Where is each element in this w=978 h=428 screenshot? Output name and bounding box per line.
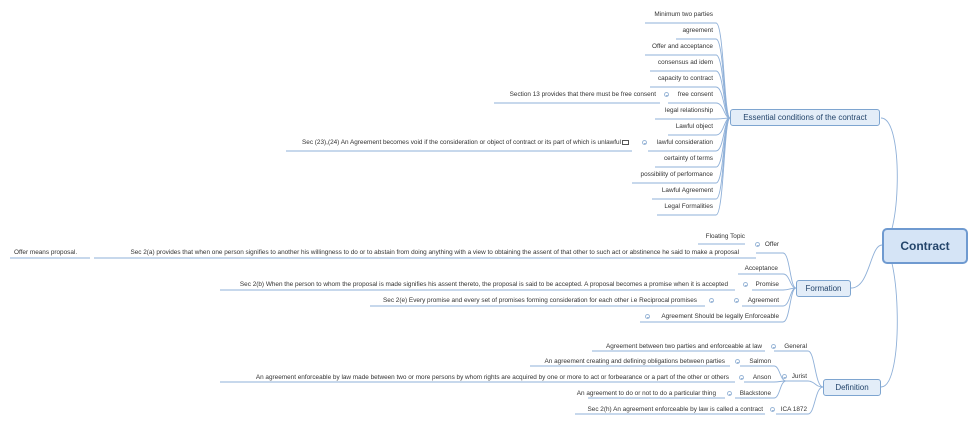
note-icon[interactable] (622, 140, 629, 145)
note-free-consent: Section 13 provides that there must be free consent (509, 91, 656, 98)
collapse-toggle-icon[interactable] (727, 391, 732, 396)
collapse-toggle-icon[interactable] (782, 374, 787, 379)
item-general[interactable]: General (784, 343, 807, 350)
item-legal-relationship[interactable]: legal relationship (665, 107, 713, 114)
collapse-toggle-icon[interactable] (770, 407, 775, 412)
note-general: Agreement between two parties and enforceable at law (606, 343, 762, 350)
essential-conditions-node[interactable]: Essential conditions of the contract (730, 109, 880, 126)
note-salmon: An agreement creating and defining obligations between parties (544, 358, 725, 365)
collapse-toggle-icon[interactable] (755, 242, 760, 247)
item-salmon[interactable]: Salmon (749, 358, 771, 365)
item-lawful-agreement[interactable]: Lawful Agreement (661, 187, 713, 194)
item-offer[interactable]: Offer (764, 241, 779, 248)
item-ica-1872[interactable]: ICA 1872 (780, 406, 807, 413)
formation-node[interactable]: Formation (796, 280, 851, 297)
item-consensus-ad-idem[interactable]: consensus ad idem (657, 59, 713, 66)
item-anson[interactable]: Anson (752, 374, 771, 381)
item-blackstone[interactable]: Blackstone (739, 390, 771, 397)
note-offer-means-proposal: Offer means proposal. (14, 249, 78, 256)
item-certainty-of-terms[interactable]: certainty of terms (663, 155, 713, 162)
note-anson: An agreement enforceable by law made between two or more persons by whom rights are acquired by one or more to act or forbearance or a part of the other or others (255, 374, 729, 381)
central-topic-contract[interactable]: Contract (882, 228, 968, 264)
item-lawful-consideration[interactable]: lawful consideration (656, 139, 713, 146)
collapse-toggle-icon[interactable] (709, 298, 714, 303)
note-blackstone: An agreement to do or not to do a particular thing (576, 390, 716, 397)
item-capacity-to-contract[interactable]: capacity to contract (657, 75, 713, 82)
definition-node[interactable]: Definition (823, 379, 881, 396)
note-lawful-consideration: Sec (23),(24) An Agreement becomes void if the consideration or object of contract or its part of which is unlawful (302, 139, 621, 146)
collapse-toggle-icon[interactable] (734, 298, 739, 303)
item-offer-and-acceptance[interactable]: Offer and acceptance (652, 43, 713, 50)
item-legal-formalities[interactable]: Legal Formalities (664, 203, 713, 210)
item-agreement[interactable]: Agreement (747, 297, 779, 304)
item-possibility-of-performance[interactable]: possibility of performance (640, 171, 713, 178)
collapse-toggle-icon[interactable] (664, 92, 669, 97)
item-legally-enforceable[interactable]: Agreement Should be legally Enforceable (661, 313, 779, 320)
item-jurist[interactable]: Jurist (791, 373, 807, 380)
note-agreement-definition: Sec 2(e) Every promise and every set of promises forming consideration for each other i.e Reciprocal promises (383, 297, 697, 304)
collapse-toggle-icon[interactable] (739, 375, 744, 380)
collapse-toggle-icon[interactable] (642, 140, 647, 145)
item-lawful-object[interactable]: Lawful object (675, 123, 713, 130)
floating-topic[interactable]: Floating Topic (705, 233, 745, 240)
note-ica: Sec 2(h) An agreement enforceable by law is called a contract (587, 406, 763, 413)
note-promise-definition: Sec 2(b) When the person to whom the proposal is made signifies his assent thereto, the proposal is said to be accepted. A proposal becomes a promise when it is accepted (239, 281, 728, 288)
item-minimum-two-parties[interactable]: Minimum two parties (654, 11, 713, 18)
item-acceptance[interactable]: Acceptance (744, 265, 778, 272)
note-offer-definition: Sec 2(a) provides that when one person signifies to another his willingness to do or to abstain from doing anything with a view to obtaining the assent of that other to such act or abstinence he said to make a proposal (130, 249, 739, 256)
item-free-consent[interactable]: free consent (677, 91, 713, 98)
collapse-toggle-icon[interactable] (743, 282, 748, 287)
collapse-toggle-icon[interactable] (771, 344, 776, 349)
item-agreement[interactable]: agreement (682, 27, 713, 34)
collapse-toggle-icon[interactable] (735, 359, 740, 364)
collapse-toggle-icon[interactable] (645, 314, 650, 319)
item-promise[interactable]: Promise (755, 281, 779, 288)
